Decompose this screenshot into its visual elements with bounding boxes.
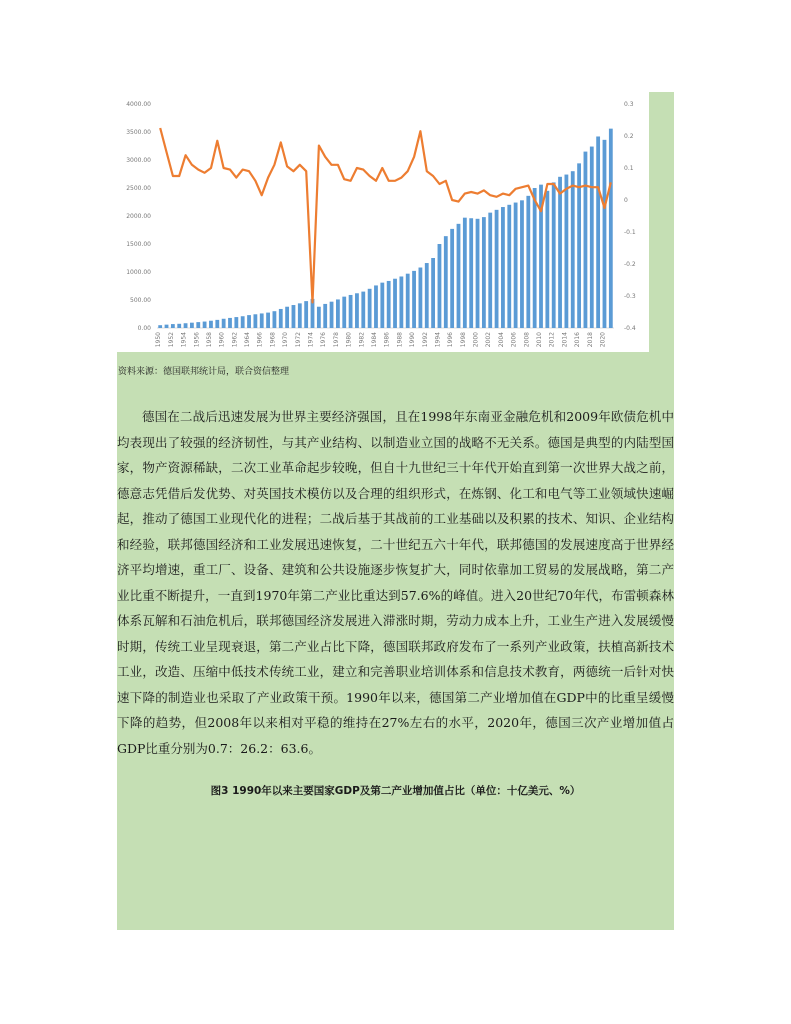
gdp-bar	[209, 321, 213, 328]
source-note: 资料来源：德国联邦统计局，联合资信整理	[118, 367, 290, 377]
gdp-bar	[228, 318, 232, 328]
gdp-bar	[488, 213, 492, 328]
gdp-bar	[349, 295, 353, 328]
gdp-bar	[355, 293, 359, 328]
gdp-bar	[571, 171, 575, 328]
gdp-bar	[463, 218, 467, 328]
x-tick-label: 1958	[205, 332, 213, 348]
growth-rate-line	[160, 128, 611, 302]
gdp-bar	[387, 281, 391, 328]
x-tick-label: 1990	[409, 332, 417, 348]
x-tick-label: 1986	[383, 332, 391, 348]
y-right-tick-label: 0.2	[624, 133, 634, 140]
gdp-bar	[558, 177, 562, 328]
x-tick-label: 1956	[193, 332, 201, 348]
gdp-bar	[438, 244, 442, 328]
x-tick-label: 1954	[180, 332, 188, 348]
gdp-bar	[177, 324, 181, 328]
x-tick-label: 1966	[256, 332, 264, 348]
x-tick-label: 2014	[561, 332, 569, 348]
gdp-bar	[241, 316, 245, 328]
gdp-bar	[380, 283, 384, 328]
gdp-bar	[495, 210, 499, 328]
x-tick-label: 1974	[307, 332, 315, 348]
y-right-tick-label: -0.2	[624, 261, 636, 268]
gdp-bar	[234, 317, 238, 328]
gdp-bar	[323, 304, 327, 328]
gdp-bar	[215, 320, 219, 328]
gdp-bar	[431, 258, 435, 328]
figure-caption: 图3 1990年以来主要国家GDP及第二产业增加值占比（单位：十亿美元、%）	[210, 785, 581, 797]
gdp-bar	[469, 218, 473, 328]
gdp-bar	[584, 152, 588, 328]
y-left-tick-label: 500.00	[130, 297, 151, 304]
x-tick-label: 2012	[548, 332, 556, 348]
gdp-bar	[158, 325, 162, 328]
x-tick-label: 2002	[485, 332, 493, 348]
gdp-bar	[292, 305, 296, 328]
x-tick-label: 1950	[155, 332, 163, 348]
gdp-bar	[412, 271, 416, 328]
x-tick-label: 2010	[536, 332, 544, 348]
y-left-tick-label: 2000.00	[126, 213, 151, 220]
x-tick-label: 1996	[447, 332, 455, 348]
gdp-bar	[406, 274, 410, 328]
gdp-bar	[444, 236, 448, 328]
x-tick-label: 1982	[358, 332, 366, 348]
y-right-tick-label: 0	[624, 197, 628, 204]
y-right-tick-label: 0.1	[624, 165, 634, 172]
gdp-bar	[171, 324, 175, 328]
gdp-bar	[260, 313, 264, 328]
gdp-bar	[457, 224, 461, 328]
x-tick-label: 1984	[370, 332, 378, 348]
y-left-tick-label: 3000.00	[126, 157, 151, 164]
y-left-tick-label: 2500.00	[126, 185, 151, 192]
gdp-bar	[419, 268, 423, 328]
gdp-bar	[501, 207, 505, 328]
gdp-bar	[520, 200, 524, 328]
x-tick-label: 1970	[282, 332, 290, 348]
x-tick-label: 1988	[396, 332, 404, 348]
gdp-chart	[117, 92, 649, 352]
gdp-bar	[374, 285, 378, 328]
gdp-bar	[514, 203, 518, 328]
x-tick-label: 1964	[244, 332, 252, 348]
x-tick-label: 1992	[421, 332, 429, 348]
y-left-tick-label: 0.00	[137, 325, 151, 332]
gdp-bar	[304, 301, 308, 328]
gdp-bar	[507, 205, 511, 328]
x-tick-label: 1980	[345, 332, 353, 348]
gdp-bar	[552, 182, 556, 328]
gdp-bar	[596, 136, 600, 328]
gdp-bar	[590, 147, 594, 328]
gdp-bar	[425, 263, 429, 328]
x-tick-label: 1952	[167, 332, 175, 348]
gdp-bar	[393, 279, 397, 328]
chart-svg	[117, 92, 649, 352]
gdp-bar	[545, 191, 549, 328]
x-tick-label: 1972	[294, 332, 302, 348]
gdp-bar	[317, 307, 321, 328]
gdp-bar	[285, 307, 289, 328]
gdp-bar	[526, 196, 530, 328]
x-tick-label: 1968	[269, 332, 277, 348]
y-right-tick-label: 0.3	[624, 101, 634, 108]
y-left-tick-label: 1000.00	[126, 269, 151, 276]
gdp-bar	[450, 229, 454, 328]
x-tick-label: 1994	[434, 332, 442, 348]
gdp-bar	[361, 292, 365, 328]
gdp-bar	[196, 322, 200, 328]
x-tick-label: 1962	[231, 332, 239, 348]
x-tick-label: 2020	[599, 332, 607, 348]
gdp-bar	[222, 319, 226, 328]
y-left-tick-label: 4000.00	[126, 101, 151, 108]
gdp-bar	[336, 299, 340, 328]
gdp-bar	[266, 313, 270, 328]
x-tick-label: 1998	[459, 332, 467, 348]
gdp-bar	[399, 276, 403, 328]
gdp-bar	[247, 315, 251, 328]
gdp-bar	[190, 323, 194, 328]
gdp-bar	[476, 219, 480, 328]
gdp-bar	[184, 323, 188, 328]
gdp-bar	[564, 175, 568, 328]
gdp-bar	[253, 314, 257, 328]
y-right-tick-label: -0.1	[624, 229, 636, 236]
y-right-tick-label: -0.4	[624, 325, 636, 332]
gdp-bar	[298, 303, 302, 328]
x-tick-label: 2008	[523, 332, 531, 348]
y-left-tick-label: 1500.00	[126, 241, 151, 248]
gdp-bar	[279, 309, 283, 328]
x-tick-label: 1978	[332, 332, 340, 348]
x-tick-label: 1976	[320, 332, 328, 348]
x-tick-label: 2004	[497, 332, 505, 348]
x-tick-label: 2018	[586, 332, 594, 348]
x-tick-label: 2016	[574, 332, 582, 348]
y-right-tick-label: -0.3	[624, 293, 636, 300]
gdp-bar	[273, 311, 277, 328]
gdp-bar	[368, 289, 372, 328]
gdp-bar	[165, 325, 169, 328]
body-paragraph: 德国在二战后迅速发展为世界主要经济强国，且在1998年东南亚金融危机和2009年欧债危机中均表现出了较强的经济韧性，与其产业结构、以制造业立国的战略不无关系。德国是典型的内陆型国家，物产资源稀缺，二次工业革命起步较晚，但自十九世纪三十年代开始直到第一次世界大战之前，德意志凭借后发优势、对英国技术模仿以及合理的组织形式，在炼钢、化工和电气等工业领域快速崛起，推动了德国工业现代化的进程；二战后基于其战前的工业基础以及积累的技术、知识、企业结构和经验，联邦德国经济和工业发展迅速恢复，二十世纪五六十年代，联邦德国的发展速度高于世界经济平均增速，重工厂、设备、建筑和公共设施逐步恢复扩大，同时依靠加工贸易的发展战略，第二产业比重不断提升，一直到1970年第二产业比重达到57.6%的峰值。进入20世纪70年代，布雷顿森林体系瓦解和石油危机后，联邦德国经济发展进入滞涨时期，劳动力成本上升，工业生产进入发展缓慢时期，传统工业呈现衰退，第二产业占比下降，德国联邦政府发布了一系列产业政策，扶植高新技术工业，改造、压缩中低技术传统工业，建立和完善职业培训体系和信息技术教育，两德统一后针对快速下降的制造业也采取了产业政策干预。1990年以来，德国第二产业增加值在GDP中的比重呈缓慢下降的趋势，但2008年以来相对平稳的维持在27%左右的水平，2020年，德国三次产业增加值占GDP比重分别为0.7：26.2：63.6。	[117, 409, 674, 756]
gdp-bar	[482, 217, 486, 328]
x-tick-label: 1960	[218, 332, 226, 348]
gdp-bar	[330, 302, 334, 328]
x-tick-label: 2000	[472, 332, 480, 348]
gdp-bar	[533, 188, 537, 328]
x-tick-label: 2006	[510, 332, 518, 348]
gdp-bar	[203, 322, 207, 328]
gdp-bar	[342, 297, 346, 328]
y-left-tick-label: 3500.00	[126, 129, 151, 136]
gdp-bar	[603, 140, 607, 328]
gdp-bar	[609, 129, 613, 328]
